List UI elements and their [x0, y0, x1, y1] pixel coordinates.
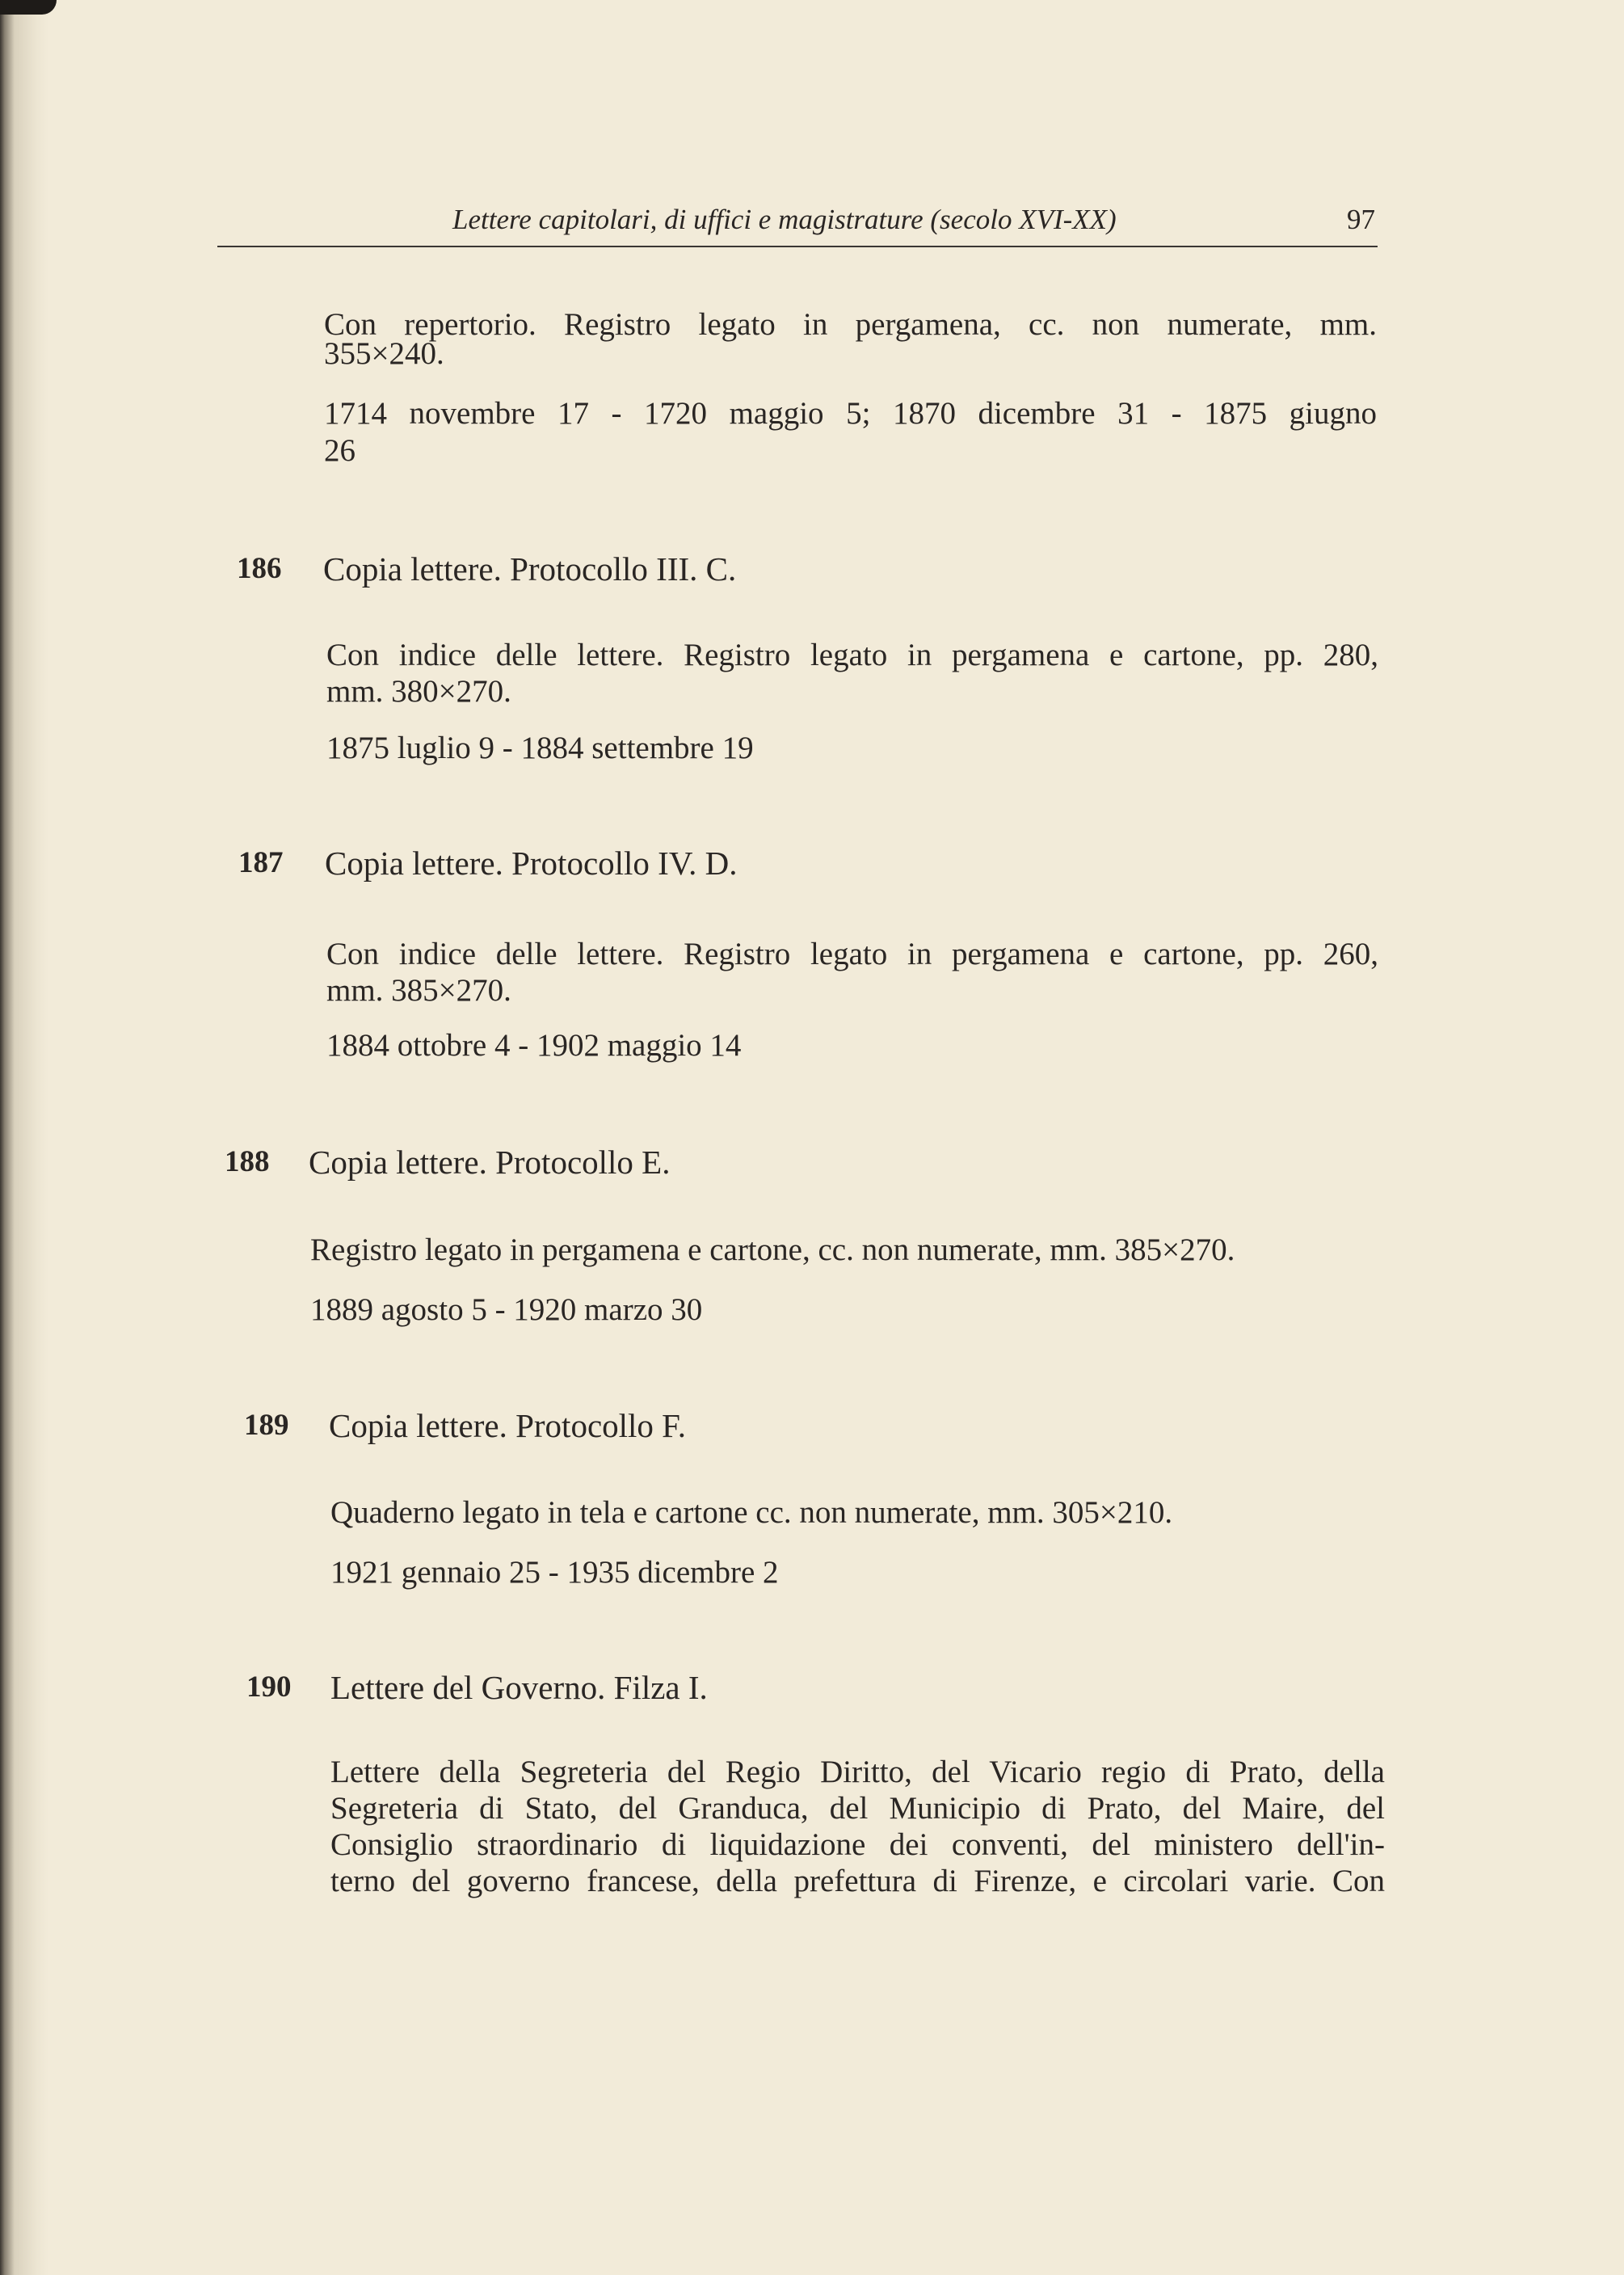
entry-title: Copia lettere. Protocollo IV. D.	[325, 845, 738, 882]
entry-title: Copia lettere. Protocollo E.	[309, 1144, 671, 1181]
entry-date: 1921 gennaio 25 - 1935 dicembre 2	[330, 1555, 779, 1590]
date-line: 26	[324, 433, 356, 468]
entry-number: 188	[225, 1145, 270, 1178]
entry-date: 1884 ottobre 4 - 1902 maggio 14	[326, 1028, 742, 1063]
description-line: terno del governo francese, della prefettura di Firenze, e circolari varie. Con	[330, 1864, 1385, 1898]
page-corner-shadow	[0, 0, 57, 15]
entry-number: 186	[237, 552, 282, 585]
description-line: Segreteria di Stato, del Granduca, del Municipio di Prato, del Maire, del	[330, 1791, 1385, 1826]
description-line: Con indice delle lettere. Registro legato in pergamena e cartone, pp. 260,	[326, 937, 1378, 971]
book-gutter-edge	[0, 0, 48, 2275]
description-line: Con indice delle lettere. Registro legato in pergamena e cartone, pp. 280,	[326, 638, 1378, 672]
description-line: mm. 385×270.	[326, 973, 511, 1008]
description-line: Lettere della Segreteria del Regio Diritto, del Vicario regio di Prato, della	[330, 1755, 1385, 1789]
description-line: Consiglio straordinario di liquidazione dei conventi, del ministero dell'in-	[330, 1827, 1385, 1862]
entry-number: 187	[238, 846, 284, 879]
entry-title: Lettere del Governo. Filza I.	[330, 1669, 708, 1706]
entry-date: 1875 luglio 9 - 1884 settembre 19	[326, 731, 754, 765]
entry-number: 189	[244, 1409, 289, 1442]
description-line: Quaderno legato in tela e cartone cc. non numerate, mm. 305×210.	[330, 1495, 1173, 1530]
description-line: mm. 380×270.	[326, 674, 511, 709]
header-rule	[217, 246, 1378, 247]
entry-title: Copia lettere. Protocollo F.	[329, 1407, 686, 1444]
date-line: 1714 novembre 17 - 1720 maggio 5; 1870 dicembre 31 - 1875 giugno	[324, 396, 1377, 431]
entry-date: 1889 agosto 5 - 1920 marzo 30	[310, 1292, 703, 1327]
description-line: 355×240.	[324, 336, 444, 371]
entry-title: Copia lettere. Protocollo III. C.	[323, 550, 737, 588]
running-header: Lettere capitolari, di uffici e magistrature (secolo XVI-XX)	[452, 204, 1117, 235]
page-number: 97	[1347, 204, 1375, 235]
description-line: Registro legato in pergamena e cartone, cc. non numerate, mm. 385×270.	[310, 1232, 1235, 1267]
entry-number: 190	[246, 1670, 292, 1704]
description-line: Con repertorio. Registro legato in pergamena, cc. non numerate, mm.	[324, 307, 1377, 342]
